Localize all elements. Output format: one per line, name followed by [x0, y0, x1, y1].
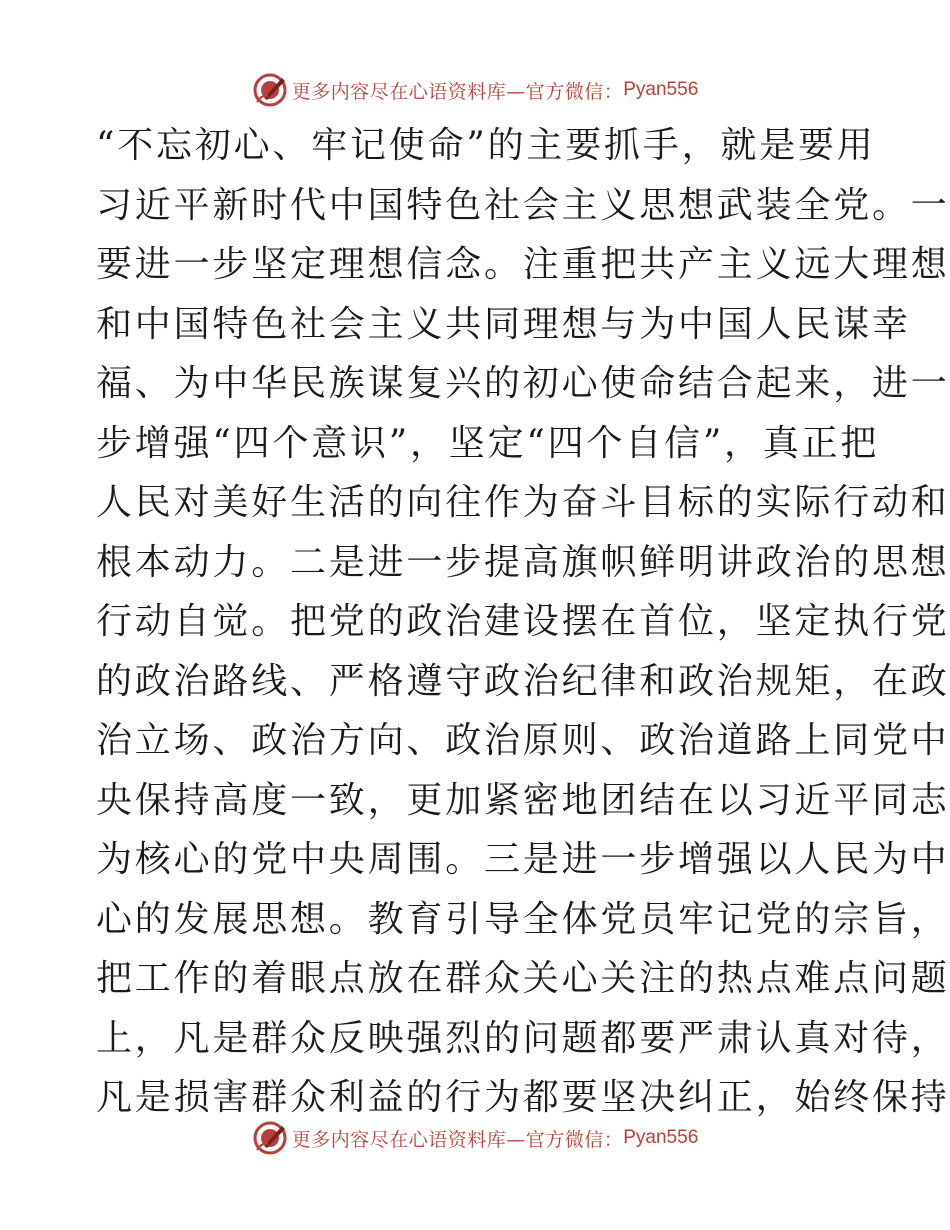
footer-banner-text: 更多内容尽在心语资料库—官方微信：: [291, 1128, 624, 1151]
body-line: 根本动力。二是进一步提高旗帜鲜明讲政治的思想: [96, 541, 950, 583]
body-line: 心的发展思想。教育引导全体党员牢记党的宗旨，: [96, 898, 950, 940]
body-line: 把工作的着眼点放在群众关心关注的热点难点问题: [96, 958, 950, 999]
body-line: 人民对美好生活的向往作为奋斗目标的实际行动和: [96, 482, 950, 523]
body-line: 治立场、政治方向、政治原则、政治道路上同党中: [96, 720, 950, 761]
body-line: 和中国特色社会主义共同理想与为中国人民谋幸: [96, 303, 911, 345]
footer-wechat-id: Pyan556: [623, 1127, 699, 1148]
body-line: 凡是损害群众利益的行为都要坚决纠正，始终保持: [96, 1077, 950, 1118]
body-line: 步增强“四个意识”，坚定“四个自信”，真正把: [96, 422, 880, 464]
header-banner: [0, 70, 950, 110]
body-line: 要进一步坚定理想信念。注重把共产主义远大理想: [96, 244, 950, 285]
body-line: 上，凡是群众反映强烈的问题都要严肃认真对待，: [96, 1017, 950, 1059]
body-line: 行动自觉。把党的政治建设摆在首位，坚定执行党: [96, 601, 950, 642]
document-body: [96, 116, 950, 1128]
body-line: 央保持高度一致，更加紧密地团结在以习近平同志: [96, 779, 950, 821]
footer-banner: [0, 1118, 950, 1158]
body-line: 为核心的党中央周围。三是进一步增强以人民为中: [96, 839, 950, 880]
body-line: “不忘初心、牢记使命”的主要抓手，就是要用: [96, 125, 876, 166]
logo-icon: [252, 1120, 288, 1156]
header-banner-text: 更多内容尽在心语资料库—官方微信：: [291, 80, 624, 103]
header-wechat-id: Pyan556: [623, 79, 699, 100]
body-line: 的政治路线、严格遵守政治纪律和政治规矩，在政: [96, 660, 950, 702]
logo-icon: [252, 72, 288, 108]
body-line: 习近平新时代中国特色社会主义思想武装全党。一: [96, 184, 950, 226]
body-line: 福、为中华民族谋复兴的初心使命结合起来，进一: [96, 363, 950, 404]
